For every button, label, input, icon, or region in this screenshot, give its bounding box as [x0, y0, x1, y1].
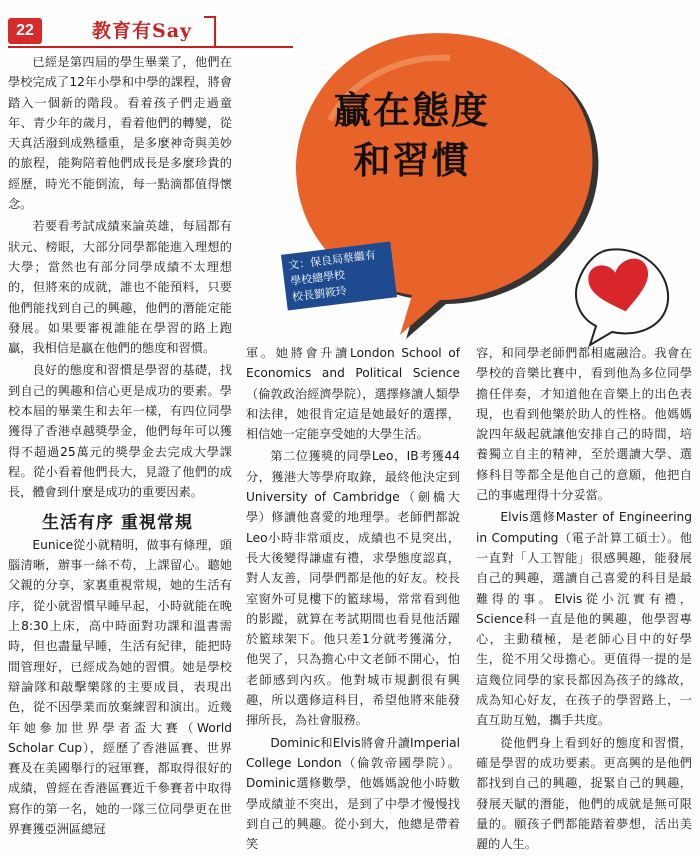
paragraph: 軍。她將會升讀London School of Economics and Political Science（倫敦政治經濟學院），選擇修讀人類學和法律，她很肯定這是她最好的選擇，相信她一定能享受她的大學生活。: [246, 346, 460, 442]
author-line-2: 學校總學校: [289, 268, 346, 288]
paragraph: 良好的態度和習慣是學習的基礎，找到自己的興趣和信心更是成功的要素。學校本屆的畢業生和去年一樣，有四位同學獲得了香港卓越獎學金，他們每年可以獲得不超過25萬元的獎學金去完成大學課程。從小看着他們長大，見證了他們的成長，體會到什麼是成功的重要因素。: [8, 363, 232, 500]
article-headline: [322, 85, 502, 185]
headline-line-2: 和習慣: [353, 138, 471, 182]
article-column-2: [246, 343, 460, 856]
paragraph: 已經是第四屆的學生畢業了，他們在學校完成了12年小學和中學的課程，將會踏入一個新的階段。看着孩子們走過童年、青少年的歲月，看着他們的轉變，從天真活潑到成熟穩重，是多麼神奇與美妙的旅程，能夠陪着他們成長是多麼珍貴的經歷，時光不能倒流，每一點滴都值得懷念。: [8, 55, 232, 212]
column-title: 教育有Say: [92, 20, 193, 42]
paragraph: 從他們身上看到好的態度和習慣，確是學習的成功要素。更高興的是他們都找到自己的興趣，捉緊自己的興趣，發展天賦的潛能，他們的成就是無可限量的。願孩子們都能踏着夢想，活出美麗的人生。: [476, 735, 692, 852]
paragraph: Dominic和Elvis將會升讀Imperial College London（倫敦帝國學院）。Dominic選修數學，他媽媽說他小時數學成績並不突出，是到了中學才慢慢找到自己的興趣。從小到大，他總是帶着笑: [246, 735, 460, 852]
author-line-1: 文：保良局蔡繼有: [287, 248, 377, 273]
heart-icon: [586, 256, 655, 318]
paragraph: 若要看考試成績來論英雄，每屆都有狀元、榜眼，大部分同學都能進入理想的大學；當然也有部分同學成績不太理想的，但將來的成就，誰也不能預料，只要他們能找到自己的興趣，他們的潛能定能發展。如果要審視誰能在學習的路上跑贏，我相信是贏在他們的態度和習慣。: [8, 219, 232, 356]
paragraph: 容，和同學老師們都相處融洽。我會在學校的音樂比賽中，看到他為多位同學擔任伴奏，才知道他在音樂上的出色表現，也看到他樂於助人的性格。他媽媽說四年級起就讓他安排自己的時間，培養獨立自主的精神，至於選讀大學、選修科目等都全是他自己的意願，他把自己的事處理得十分妥當。: [476, 346, 692, 503]
section-subheading: 生活有序 重視常規: [42, 512, 193, 533]
author-line-3: 校長劉筱玲: [291, 284, 348, 304]
headline-line-1: 贏在態度: [334, 88, 490, 132]
paragraph: 第二位獲獎的同學Leo，IB考獲44分，獲港大等學府取錄，最終他決定到University of Cambridge（劍橋大學）修讀他喜愛的地理學。老師們都說Leo小時非常頑皮，成績也不見突出，長大後變得謙虛有禮，求學態度認真，對人友善，同學們都是他的好友。校長室窗外可見樓下的籃球場，常常看到他的影蹤，就算在考試期間也看見他活躍於籃球架下。他只差1分就考獲滿分，他哭了，只為擔心中文老師不開心，怕老師感到內疚。他對城市規劃很有興趣，所以選修這科目，希望他將來能發揮所長，為社會服務。: [246, 449, 460, 728]
paragraph: Eunice從小就精明，做事有條理，頭腦清晰，辦事一絲不苟，上課留心。聽她父親的分享，家裏重視常規，她的生活有序，從小就習慣早睡早起，小時就能在晚上8:30上床，高中時面對功課和溫書需時，但也盡量早睡，生活有紀律，能把時間管理好，已經成為她的習慣。她是學校辯論隊和敲擊樂隊的主要成員，表現出色，從不因學業而放棄練習和演出。近幾年她參加世界學者盃大賽（World Scholar Cup），經歷了香港區賽、世界賽及在美國舉行的冠軍賽，都取得很好的成績，曾經在香港區賽近千參賽者中取得寫作的第一名，她的一隊三位同學更在世界賽獲亞洲區總冠: [8, 537, 232, 836]
paragraph: Elvis選修Master of Engineering in Computing（電子計算工碩士）。他一直對「人工智能」很感興趣，能發展自己的興趣，選讀自己喜愛的科目是最難得的事。Elvis從小沉實有禮，Science科一直是他的興趣，他學習專心，主動積極，是老師心目中的好學生，從不用父母擔心。更值得一提的是這幾位同學的家長都因為孩子的緣故，成為知心好友，在孩子的學習路上，一直互助互勉，攜手共度。: [476, 510, 692, 728]
page-number: 22: [8, 18, 42, 44]
article-column-1: [8, 52, 232, 841]
article-column-3: [476, 343, 692, 856]
